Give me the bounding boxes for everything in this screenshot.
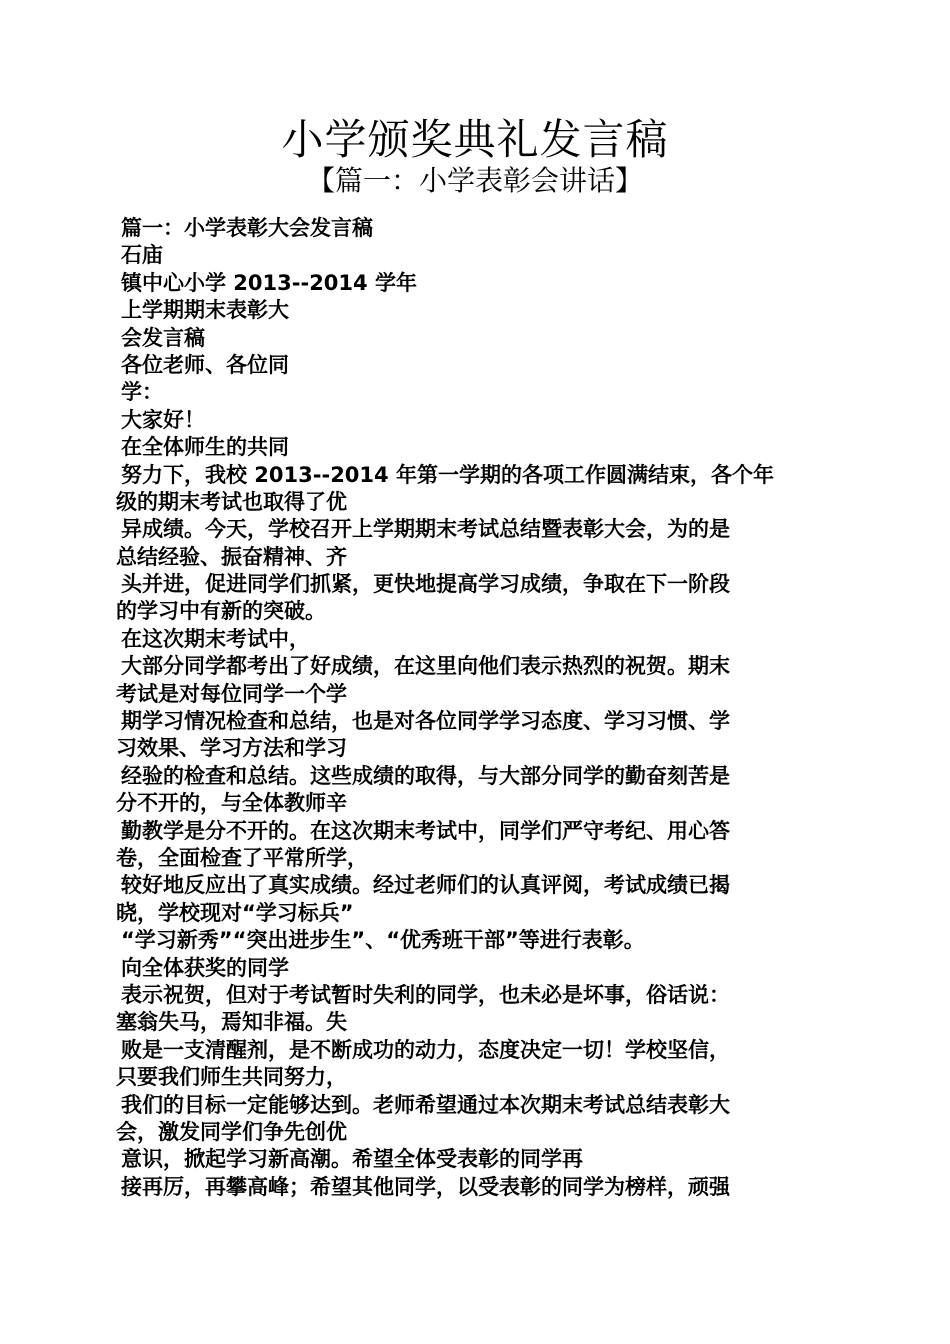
- body-line: 表示祝贺，但对于考试暂时失利的同学，也未必是坏事，俗话说：: [121, 982, 730, 1007]
- body-line: 篇一：小学表彰大会发言稿: [121, 216, 373, 240]
- body-line: 习效果、学习方法和学习: [116, 736, 347, 761]
- body-line: 考试是对每位同学一个学: [116, 681, 347, 706]
- body-line: 努力下，我校 2013--2014 年第一学期的各项工作圆满结束，各个年: [121, 462, 774, 487]
- body-line: 败是一支清醒剂，是不断成功的动力，态度决定一切！学校坚信，: [121, 1037, 730, 1062]
- body-line: 期学习情况检查和总结，也是对各位同学学习态度、学习习惯、学: [121, 709, 730, 734]
- body-line: 总结经验、振奋精神、齐: [116, 544, 347, 569]
- body-line: 分不开的，与全体教师辛: [116, 791, 347, 816]
- body-line: 卷，全面检查了平常所学，: [116, 845, 368, 870]
- body-line: 在这次期末考试中，: [121, 626, 310, 651]
- body-line: 学：: [121, 380, 163, 405]
- body-line: 只要我们师生共同努力，: [116, 1065, 347, 1090]
- body-line: 镇中心小学 2013--2014 学年: [121, 270, 417, 295]
- body-line: 较好地反应出了真实成绩。经过老师们的认真评阅，考试成绩已揭: [121, 873, 730, 898]
- body-line: 接再厉，再攀高峰；希望其他同学，以受表彰的同学为榜样，顽强: [121, 1174, 730, 1199]
- document-body: [116, 215, 836, 1201]
- body-line: 大部分同学都考出了好成绩，在这里向他们表示热烈的祝贺。期末: [121, 654, 730, 679]
- body-line: 勤教学是分不开的。在这次期末考试中，同学们严守考纪、用心答: [121, 818, 730, 843]
- body-line: 晓，学校现对“学习标兵”: [116, 900, 354, 925]
- body-line: 意识，掀起学习新高潮。希望全体受表彰的同学再: [121, 1147, 583, 1172]
- body-line: 经验的检查和总结。这些成绩的取得，与大部分同学的勤奋刻苦是: [121, 763, 730, 788]
- body-line: 头并进，促进同学们抓紧，更快地提高学习成绩，争取在下一阶段: [121, 572, 730, 597]
- body-line: 各位老师、各位同: [121, 352, 289, 377]
- body-line: 会发言稿: [121, 325, 205, 350]
- body-line: 在全体师生的共同: [121, 435, 289, 460]
- document-title: 小学颁奖典礼发言稿: [281, 115, 669, 164]
- body-line: “学习新秀”“突出进步生”、“优秀班干部”等进行表彰。: [121, 928, 645, 953]
- body-line: 我们的目标一定能够达到。老师希望通过本次期末考试总结表彰大: [121, 1092, 730, 1117]
- body-line: 级的期末考试也取得了优: [116, 489, 347, 514]
- body-line: 石庙: [121, 243, 163, 268]
- body-line: 塞翁失马，焉知非福。失: [116, 1010, 347, 1035]
- body-line: 向全体获奖的同学: [121, 955, 289, 980]
- document-subtitle: 【篇一：小学表彰会讲话】: [306, 164, 643, 197]
- body-line: 异成绩。今天，学校召开上学期期末考试总结暨表彰大会，为的是: [121, 517, 730, 542]
- body-line: 的学习中有新的突破。: [116, 599, 326, 624]
- body-line: 上学期期末表彰大: [121, 298, 289, 323]
- body-line: 会，激发同学们争先创优: [116, 1119, 347, 1144]
- body-line: 大家好！: [121, 407, 205, 432]
